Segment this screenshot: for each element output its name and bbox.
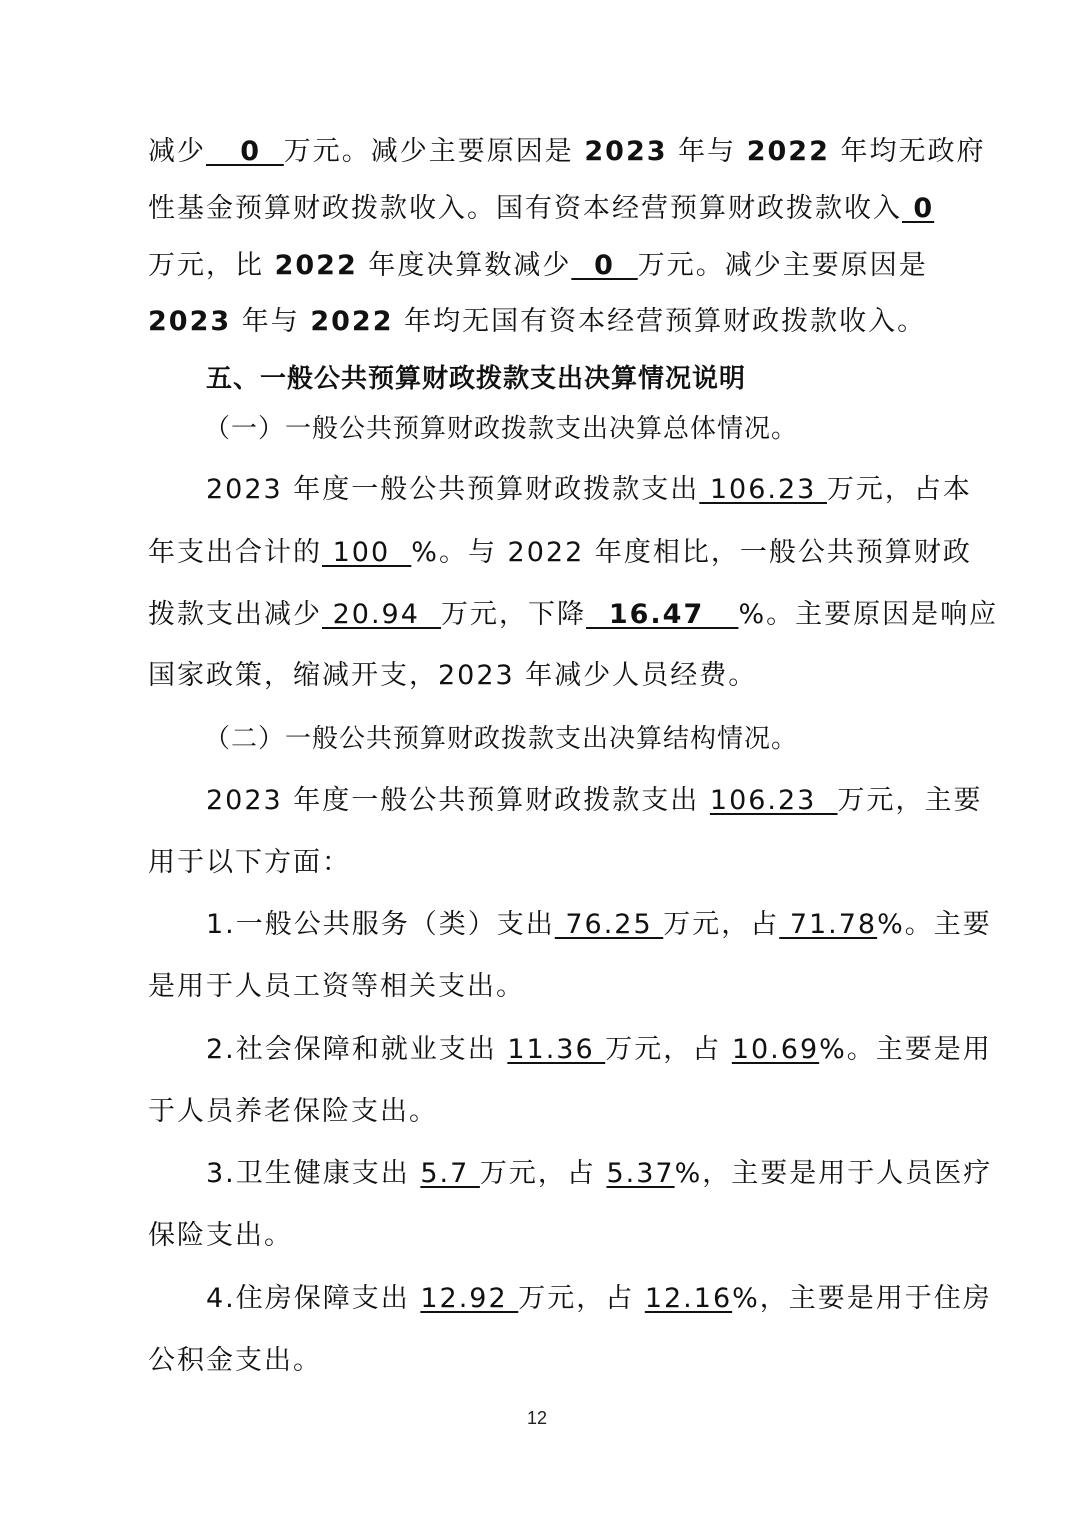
list-item xyxy=(206,905,992,945)
text: 3.卫生健康支出 xyxy=(206,1158,421,1189)
underlined-amount: 12.92 xyxy=(420,1283,519,1314)
list-item-continuation: 保险支出。 xyxy=(148,1220,293,1251)
list-item-continuation: 于人员养老保险支出。 xyxy=(148,1096,438,1127)
text: 1.一般公共服务（类）支出 xyxy=(206,909,555,940)
body-line xyxy=(148,595,998,635)
text: 年与 xyxy=(231,306,311,337)
text: 万元，占 xyxy=(518,1283,645,1314)
underlined-amount: 76.25 xyxy=(554,909,664,940)
body-line: 用于以下方面： xyxy=(148,847,351,878)
text: 年支出合计的 xyxy=(148,537,322,568)
underlined-amount: 11.36 xyxy=(507,1034,606,1065)
section-heading: 五、一般公共预算财政拨款支出决算情况说明 xyxy=(206,364,747,394)
text: 性基金预算财政拨款收入。国有资本经营预算财政拨款收入 xyxy=(148,193,902,224)
underlined-percent: 10.69 xyxy=(731,1034,820,1065)
underlined-amount: 106.23 xyxy=(699,474,827,505)
text: 年度决算数减少 xyxy=(357,250,572,281)
text: 2023 年度一般公共预算财政拨款支出 xyxy=(206,474,700,505)
text: 万元。减少主要原因是 xyxy=(637,250,928,281)
underlined-amount: 20.94 xyxy=(322,599,442,630)
text: %，主要是用于住房 xyxy=(732,1283,992,1314)
year: 2023 xyxy=(584,136,668,167)
underlined-amount: 5.7 xyxy=(420,1158,480,1189)
text: 万元，下降 xyxy=(441,599,587,630)
text: %。主要是用 xyxy=(819,1034,992,1065)
text: 年均无政府 xyxy=(829,136,986,167)
text: 拨款支出减少 xyxy=(148,599,322,630)
text: 万元，比 xyxy=(148,250,275,281)
text: 年均无国有资本经营预算财政拨款收入。 xyxy=(393,306,927,337)
year: 2022 xyxy=(310,306,394,337)
subsection-heading: （二）一般公共预算财政拨款支出决算结构情况。 xyxy=(204,724,799,754)
underlined-amount: 0 xyxy=(206,136,284,167)
list-item xyxy=(206,1154,992,1194)
text: 万元，占 xyxy=(605,1034,732,1065)
underlined-amount: 0 xyxy=(571,250,638,281)
underlined-amount: 106.23 xyxy=(709,785,838,816)
year: 2022 xyxy=(746,136,830,167)
text: 万元，占 xyxy=(663,909,780,940)
text: %。主要 xyxy=(877,909,992,940)
subsection-heading: （一）一般公共预算财政拨款支出决算总体情况。 xyxy=(204,414,799,444)
body-line xyxy=(148,189,934,229)
body-line xyxy=(148,132,985,172)
text: 万元，主要 xyxy=(837,785,983,816)
year: 2023 xyxy=(148,306,232,337)
list-item-continuation: 是用于人员工资等相关支出。 xyxy=(148,971,525,1002)
text: 万元。减少主要原因是 xyxy=(283,136,585,167)
underlined-percent: 16.47 xyxy=(586,599,739,630)
list-item-continuation: 公积金支出。 xyxy=(148,1345,322,1376)
underlined-percent: 5.37 xyxy=(606,1158,675,1189)
text: 万元，占本 xyxy=(826,474,972,505)
year: 2022 xyxy=(274,250,358,281)
text: %。主要原因是响应 xyxy=(738,599,999,630)
text: 年与 xyxy=(667,136,747,167)
underlined-percent: 12.16 xyxy=(644,1283,733,1314)
underlined-percent: 71.78 xyxy=(779,909,878,940)
text: 2.社会保障和就业支出 xyxy=(206,1034,508,1065)
underlined-percent: 100 xyxy=(322,537,412,568)
body-line xyxy=(148,533,972,573)
page-number: 12 xyxy=(526,1408,548,1428)
text: %，主要是用于人员医疗 xyxy=(674,1158,993,1189)
underlined-amount: 0 xyxy=(902,193,935,224)
body-line xyxy=(206,781,983,821)
body-line xyxy=(148,246,928,286)
body-line xyxy=(148,302,926,342)
list-item xyxy=(206,1030,992,1070)
text: 4.住房保障支出 xyxy=(206,1283,421,1314)
text: 2023 年度一般公共预算财政拨款支出 xyxy=(206,785,710,816)
body-line xyxy=(206,470,972,510)
text: 减少 xyxy=(148,136,206,167)
list-item xyxy=(206,1279,992,1319)
text: %。与 2022 年度相比，一般公共预算财政 xyxy=(411,537,972,568)
body-line: 国家政策，缩减开支，2023 年减少人员经费。 xyxy=(148,660,758,691)
text: 万元，占 xyxy=(479,1158,607,1189)
